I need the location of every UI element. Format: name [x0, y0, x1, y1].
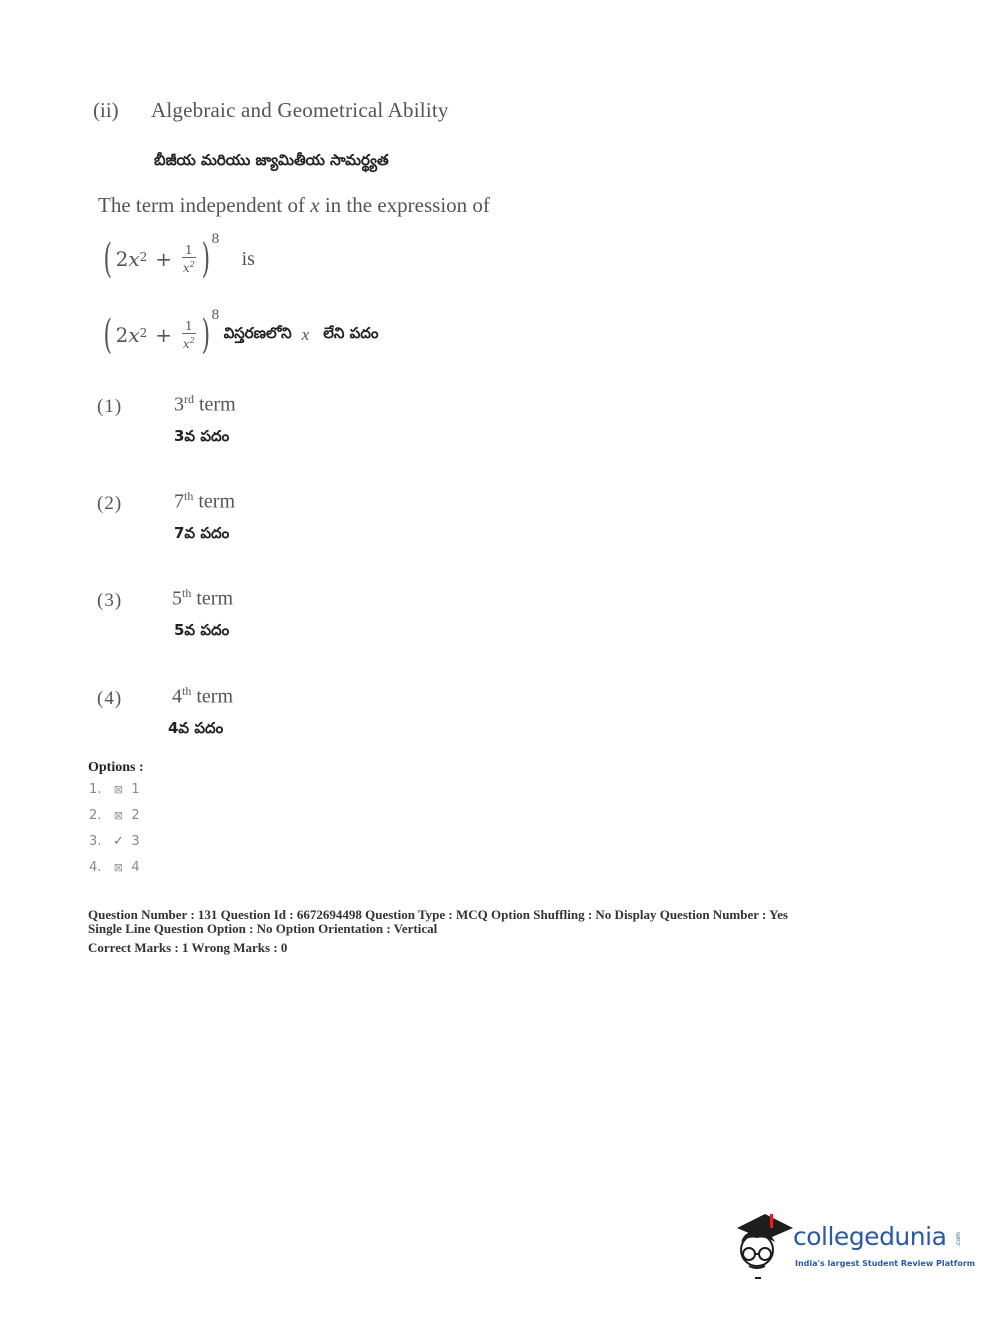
section-number: (ii)	[93, 98, 119, 122]
option-4-telugu: 4వ పదం	[168, 719, 224, 737]
option-4-text: 4th term	[172, 684, 233, 708]
logo-wordmark: collegedunia	[793, 1222, 947, 1251]
expression-telugu: ( 2 x 2 + $\frac{1}{x^2}$ ) 8 విస్తరణలోని x లేని పదం	[103, 308, 379, 358]
question-text: The term independent of x in the expression of	[98, 193, 490, 217]
cross-icon: ⊠	[113, 861, 124, 874]
options-heading: Options :	[88, 760, 144, 775]
logo-domain: .com	[954, 1232, 962, 1247]
option-3-text: 5th term	[172, 586, 233, 610]
answer-row: 2. ⊠ 2	[89, 808, 140, 823]
option-1-telugu: 3వ పదం	[174, 427, 230, 445]
option-3-number: (3)	[97, 590, 123, 611]
answer-row: 3. ✓ 3	[89, 834, 140, 849]
section-title-telugu: బీజీయ మరియు జ్యామితీయ సామర్థ్యత	[154, 151, 389, 169]
answer-row: 4. ⊠ 4	[89, 860, 140, 875]
option-2-number: (2)	[97, 493, 123, 514]
cross-icon: ⊠	[113, 783, 124, 796]
option-1-number: (1)	[97, 396, 123, 417]
option-2-text: 7th term	[174, 489, 235, 513]
section-title: Algebraic and Geometrical Ability	[151, 98, 449, 122]
option-4-number: (4)	[97, 688, 123, 709]
question-meta-line-1: Question Number : 131 Question Id : 6672694498 Question Type : MCQ Option Shuffling : No Display Question Number : Yes	[88, 907, 788, 922]
fraction: $\frac{1}{x^2}$	[182, 319, 195, 351]
answer-row: 1. ⊠ 1	[89, 782, 140, 797]
question-meta-line-2: Single Line Question Option : No Option Orientation : Vertical	[88, 921, 438, 936]
option-1-text: 3rd term	[174, 392, 236, 416]
question-meta-line-3: Correct Marks : 1 Wrong Marks : 0	[88, 940, 288, 955]
expression-english: ( 2 x 2 + $\frac{1}{x^2}$ ) 8 is	[103, 232, 255, 282]
check-icon: ✓	[112, 834, 124, 849]
option-2-telugu: 7వ పదం	[174, 524, 230, 542]
cross-icon: ⊠	[113, 809, 124, 822]
option-3-telugu: 5వ పదం	[174, 621, 230, 639]
logo-tagline: India's largest Student Review Platform	[795, 1259, 976, 1268]
fraction: $\frac{1}{x^2}$	[182, 243, 195, 275]
